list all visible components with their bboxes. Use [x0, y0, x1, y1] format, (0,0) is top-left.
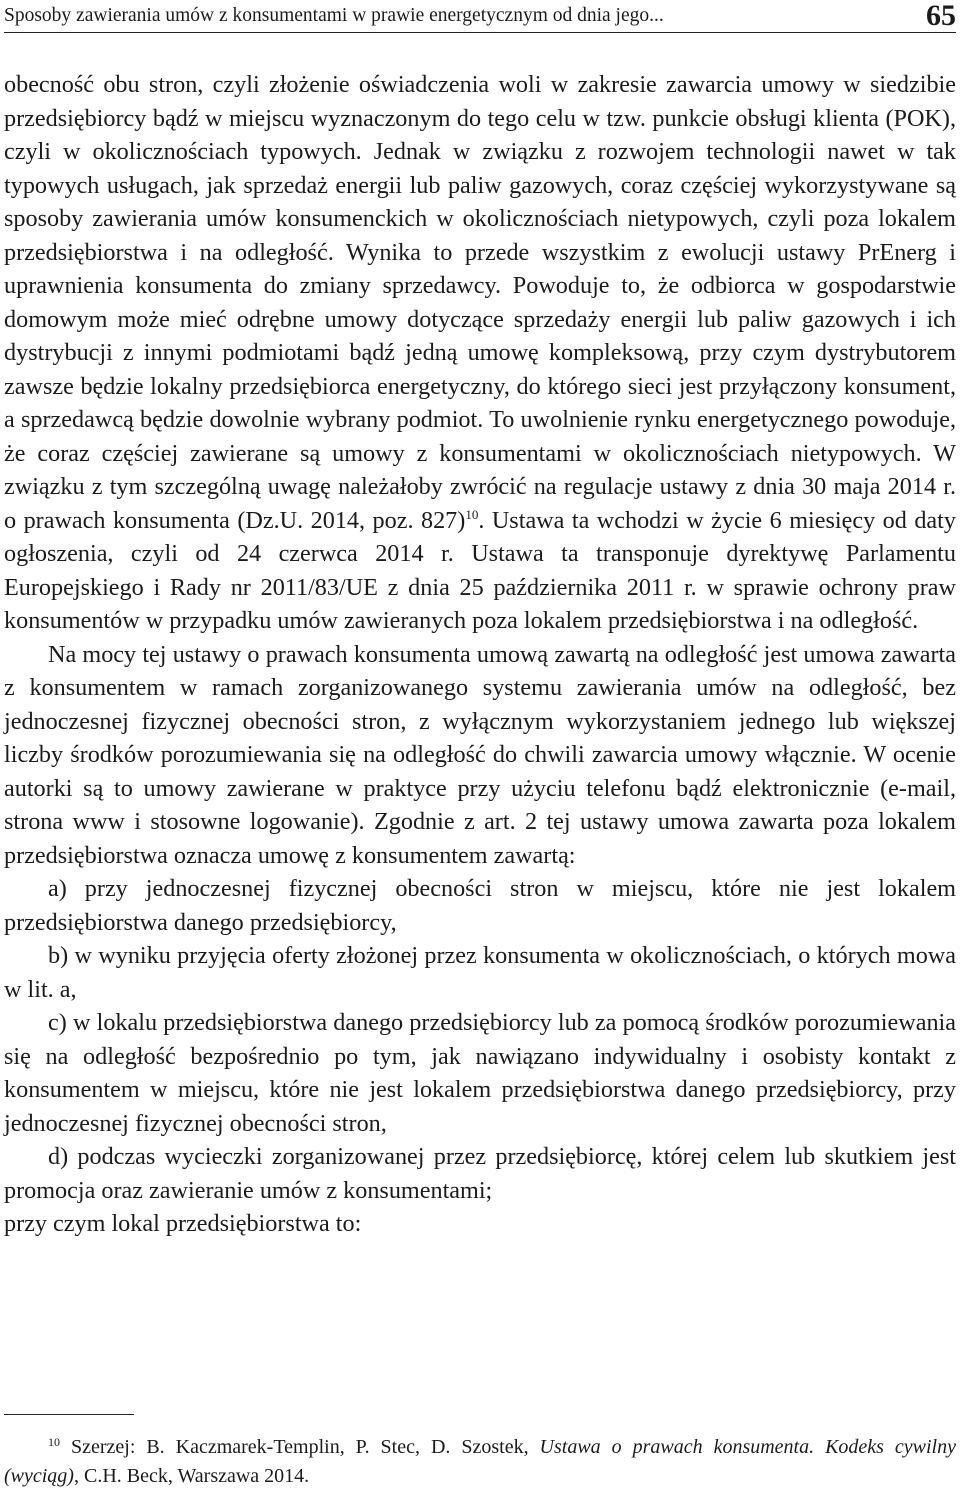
- footnote-suffix: , C.H. Beck, Warszawa 2014.: [73, 1465, 310, 1487]
- footnote-number: 10: [48, 1435, 60, 1449]
- footnote-separator: [4, 1414, 134, 1415]
- closing-line: przy czym lokal przedsiębiorstwa to:: [4, 1210, 362, 1237]
- footnote-title: Ustawa o prawach konsumenta. Kodeks cywilny (wyciąg): [4, 1436, 956, 1487]
- footnote-prefix: Szerzej: B. Kaczmarek-Templin, P. Stec, D. Szostek,: [60, 1436, 540, 1458]
- footnote-10: [4, 1433, 956, 1491]
- body-text: [4, 68, 956, 1241]
- paragraph-2: Na mocy tej ustawy o prawach konsumenta umową zawartą na odległość jest umowa zawarta z konsumentem w ramach zorganizowanego systemu zawierania umów na odległość, bez jednoczesnej fizycznej obecności stron, z wyłącznym wykorzystaniem jednego lub większej liczby środków porozumiewania się na odległość do chwili zawarcia umowy włącznie. W ocenie autorki są to umowy zawierane w praktyce przy użyciu telefonu bądź elektronicznie (e-mail, strona www i stosowne logowanie). Zgodnie z art. 2 tej ustawy umowa zawarta poza lokalem przedsiębiorstwa oznacza umowę z konsumentem zawartą:: [4, 640, 956, 869]
- footnote-reference[interactable]: 10: [465, 506, 479, 522]
- running-title: Sposoby zawierania umów z konsumentami w prawie energetycznym od dnia jego...: [4, 5, 664, 26]
- running-header: [4, 2, 956, 33]
- paragraph-1-text: obecność obu stron, czyli złożenie oświadczenia woli w zakresie zawarcia umowy w siedzibie przedsiębiorcy bądź w miejscu wyznaczonym do tego celu w tzw. punkcie obsługi klienta (POK), czyli w okolicznościach typowych. Jednak w związku z rozwojem technologii nawet w tak typowych usługach, jak sprzedaż energii lub paliw gazowych, coraz częściej wykorzystywane są sposoby zawierania umów konsumenckich w okolicznościach nietypowych, czyli poza lokalem przedsiębiorstwa i na odległość. Wynika to przede wszystkim z ewolucji ustawy PrEnerg i uprawnienia konsumenta do zmiany sprzedawcy. Powoduje to, że odbiorca w gospodarstwie domowym może mieć odrębne umowy dotyczące sprzedaży energii lub paliw gazowych i ich dystrybucji z innymi podmiotami bądź jedną umowę kompleksową, przy czym dystrybutorem zawsze będzie lokalny przedsiębiorca energetyczny, do którego sieci jest przyłączony konsument, a sprzedawcą będzie dowolnie wybrany podmiot. To uwolnienie rynku energetycznego powoduje, że coraz częściej zawierane są umowy z konsumentami w okolicznościach nietypowych. W związku z tym szczególną uwagę należałoby zwrócić na regulacje ustawy z dnia 30 maja 2014 r. o prawach konsumenta (Dz.U. 2014, poz. 827): [4, 71, 956, 534]
- list-item-b: b) w wyniku przyjęcia oferty złożonej przez konsumenta w okolicznościach, o których mowa w lit. a,: [4, 942, 956, 1003]
- footnote: [4, 1433, 956, 1491]
- list-item-c: c) w lokalu przedsiębiorstwa danego przedsiębiorcy lub za pomocą środków porozumiewania się na odległość bezpośrednio po tym, jak nawiązano indywidualny i osobisty kontakt z konsumentem w miejscu, które nie jest lokalem przedsiębiorstwa danego przedsiębiorcy, przy jednoczesnej fizycznej obecności stron,: [4, 1009, 956, 1137]
- list-item-a: a) przy jednoczesnej fizycznej obecności stron w miejscu, które nie jest lokalem przedsiębiorstwa danego przedsiębiorcy,: [4, 875, 956, 936]
- list-item-d: d) podczas wycieczki zorganizowanej przez przedsiębiorcę, której celem lub skutkiem jest promocja oraz zawieranie umów z konsumentami;: [4, 1143, 956, 1204]
- paragraph-1-continued: . Ustawa ta wchodzi w życie 6 miesięcy od daty ogłoszenia, czyli od 24 czerwca 2014 r. Ustawa ta transponuje dyrektywę Parlamentu Europejskiego i Rady nr 2011/83/UE z dnia 25 października 2011 r. w sprawie ochrony praw konsumentów w przypadku umów zawieranych poza lokalem przedsiębiorstwa i na odległość.: [4, 506, 956, 634]
- paragraph-1: [4, 68, 956, 638]
- page-number: 65: [926, 0, 956, 32]
